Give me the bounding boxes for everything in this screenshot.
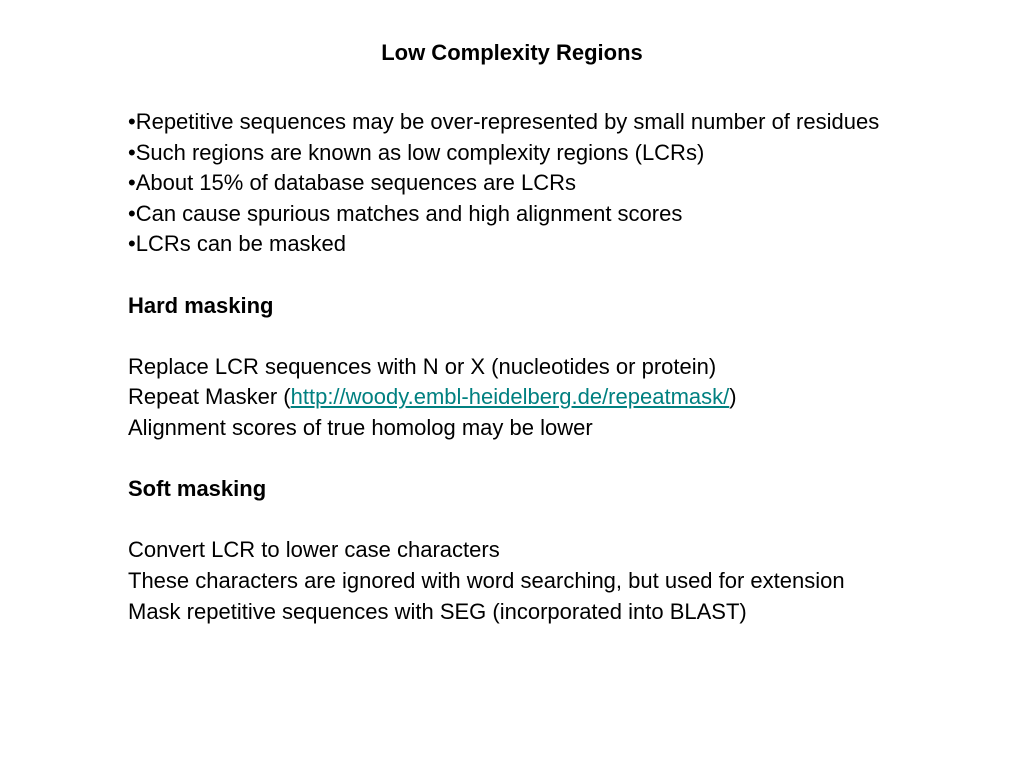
repeat-masker-link[interactable]: http://woody.embl-heidelberg.de/repeatmask/ <box>290 384 730 410</box>
repeat-masker-prefix: Repeat Masker ( <box>128 384 291 410</box>
soft-masking-line: These characters are ignored with word searching, but used for extension <box>128 567 845 593</box>
hard-masking-line: Alignment scores of true homolog may be lower <box>128 414 593 440</box>
repeat-masker-line <box>128 382 908 413</box>
repeat-masker-suffix: ) <box>729 384 737 410</box>
bullet-item: •About 15% of database sequences are LCRs <box>128 170 576 196</box>
slide-title: Low Complexity Regions <box>381 40 643 65</box>
slide-body <box>128 107 908 627</box>
spacer <box>128 505 908 536</box>
spacer <box>128 444 908 475</box>
soft-masking-line: Convert LCR to lower case characters <box>128 537 500 563</box>
bullet-item: •LCRs can be masked <box>128 231 347 257</box>
soft-masking-line: Mask repetitive sequences with SEG (incorporated into BLAST) <box>128 598 747 624</box>
spacer <box>128 260 908 291</box>
soft-masking-heading: Soft masking <box>128 476 267 502</box>
bullet-item: •Such regions are known as low complexity regions (LCRs) <box>128 139 705 165</box>
hard-masking-heading: Hard masking <box>128 292 274 318</box>
spacer <box>128 321 908 352</box>
bullet-item: •Can cause spurious matches and high alignment scores <box>128 200 683 226</box>
bullet-item: •Repetitive sequences may be over-represented by small number of residues <box>128 109 880 134</box>
hard-masking-line: Replace LCR sequences with N or X (nucleotides or protein) <box>128 353 717 379</box>
